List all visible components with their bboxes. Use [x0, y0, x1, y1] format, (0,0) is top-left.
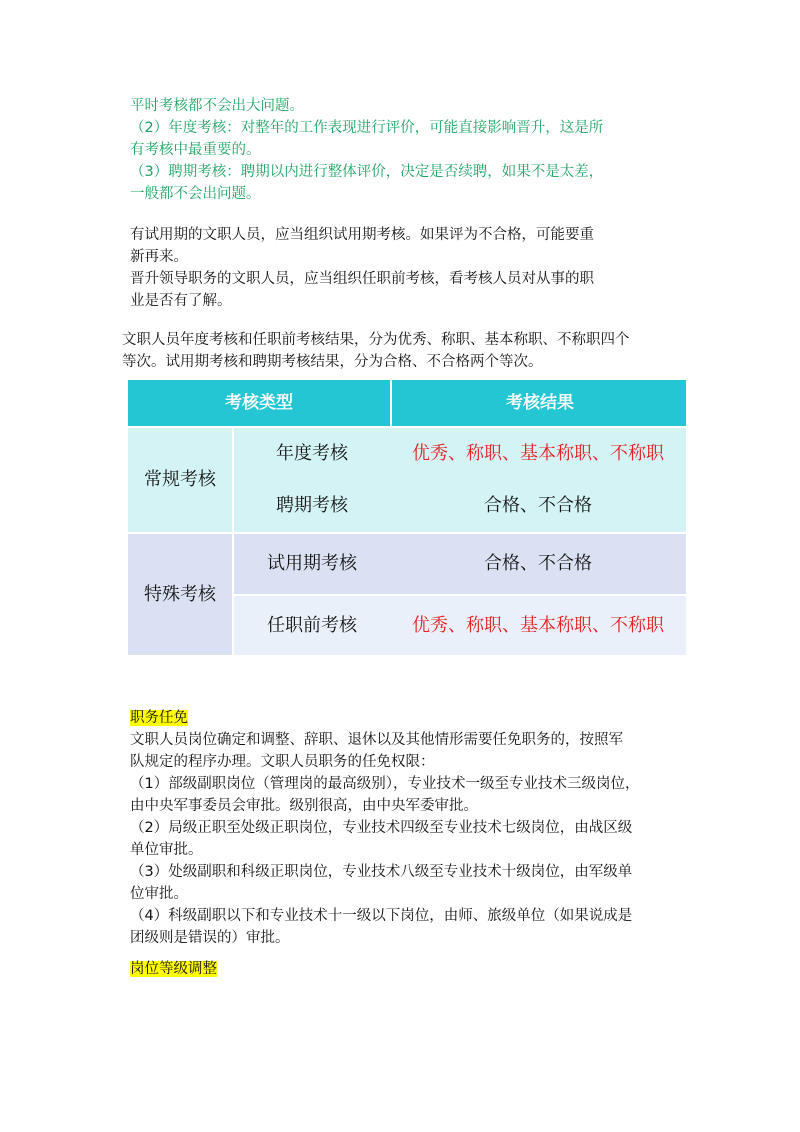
section-heading: 职务任免: [130, 710, 188, 726]
row-result: 合格、不合格: [484, 553, 592, 574]
text-line: 新再来。: [130, 249, 188, 265]
text-line: （1）部级副职岗位（管理岗的最高级别），专业技术一级至专业技术三级岗位，: [130, 776, 640, 792]
assessment-table: [128, 380, 686, 655]
header-result: 考核结果: [390, 380, 688, 426]
text-line: 单位审批。: [130, 842, 203, 858]
text-line: 团级则是错误的）审批。: [130, 930, 290, 946]
text-line: （4）科级副职以下和专业技术十一级以下岗位，由师、旅级单位（如果说成是: [130, 908, 633, 924]
group-cell: [128, 428, 232, 532]
table-row: [234, 480, 686, 532]
result-summary: [122, 329, 692, 373]
group-regular: 常规考核: [144, 469, 216, 490]
text-line: （2）局级正职至处级正职岗位，专业技术四级至专业技术七级岗位，由战区级: [130, 820, 633, 836]
row-result: 优秀、称职、基本称职、不称职: [412, 443, 664, 464]
green-line: 平时考核都不会出大问题。: [130, 98, 304, 114]
group-special: 特殊考核: [144, 584, 216, 605]
text-line: （3）处级副职和科级正职岗位，专业技术八级至专业技术十级岗位，由军级单: [130, 864, 633, 880]
table-row: [234, 596, 686, 655]
row-type: 任职前考核: [267, 615, 357, 636]
group-cell: [128, 534, 232, 655]
text-line: 晋升领导职务的文职人员，应当组织任职前考核，看考核人员对从事的职: [130, 271, 594, 287]
row-result: 优秀、称职、基本称职、不称职: [412, 615, 664, 636]
green-line: （2）年度考核：对整年的工作表现进行评价，可能直接影响晋升，这是所: [130, 120, 604, 136]
green-note: [130, 95, 690, 205]
row-type: 年度考核: [276, 443, 348, 464]
text-line: 文职人员年度考核和任职前考核结果，分为优秀、称职、基本称职、不称职四个: [122, 332, 630, 348]
table-row: [234, 534, 686, 594]
text-line: 由中央军事委员会审批。级别很高，由中央军委审批。: [130, 798, 478, 814]
text-line: 业是否有了解。: [130, 293, 232, 309]
green-line: 一般都不会出问题。: [130, 186, 261, 202]
row-type: 聘期考核: [276, 495, 348, 516]
table-row: [234, 428, 686, 480]
probation-note: [130, 224, 670, 312]
green-line: 有考核中最重要的。: [130, 142, 261, 158]
grade-section: [130, 958, 217, 980]
text-line: 等次。试用期考核和聘期考核结果，分为合格、不合格两个等次。: [122, 354, 543, 370]
section-heading: 岗位等级调整: [130, 961, 217, 977]
text-line: 队规定的程序办理。文职人员职务的任免权限：: [130, 754, 435, 770]
row-result: 合格、不合格: [484, 495, 592, 516]
text-line: 文职人员岗位确定和调整、辞职、退休以及其他情形需要任免职务的，按照军: [130, 732, 623, 748]
green-line: （3）聘期考核：聘期以内进行整体评价，决定是否续聘，如果不是太差，: [130, 164, 604, 180]
text-line: 有试用期的文职人员，应当组织试用期考核。如果评为不合格，可能要重: [130, 227, 594, 243]
header-type: 考核类型: [225, 393, 293, 413]
table-header: [128, 380, 686, 426]
row-type: 试用期考核: [267, 553, 357, 574]
text-line: 位审批。: [130, 886, 188, 902]
appointment-section: [130, 707, 690, 949]
